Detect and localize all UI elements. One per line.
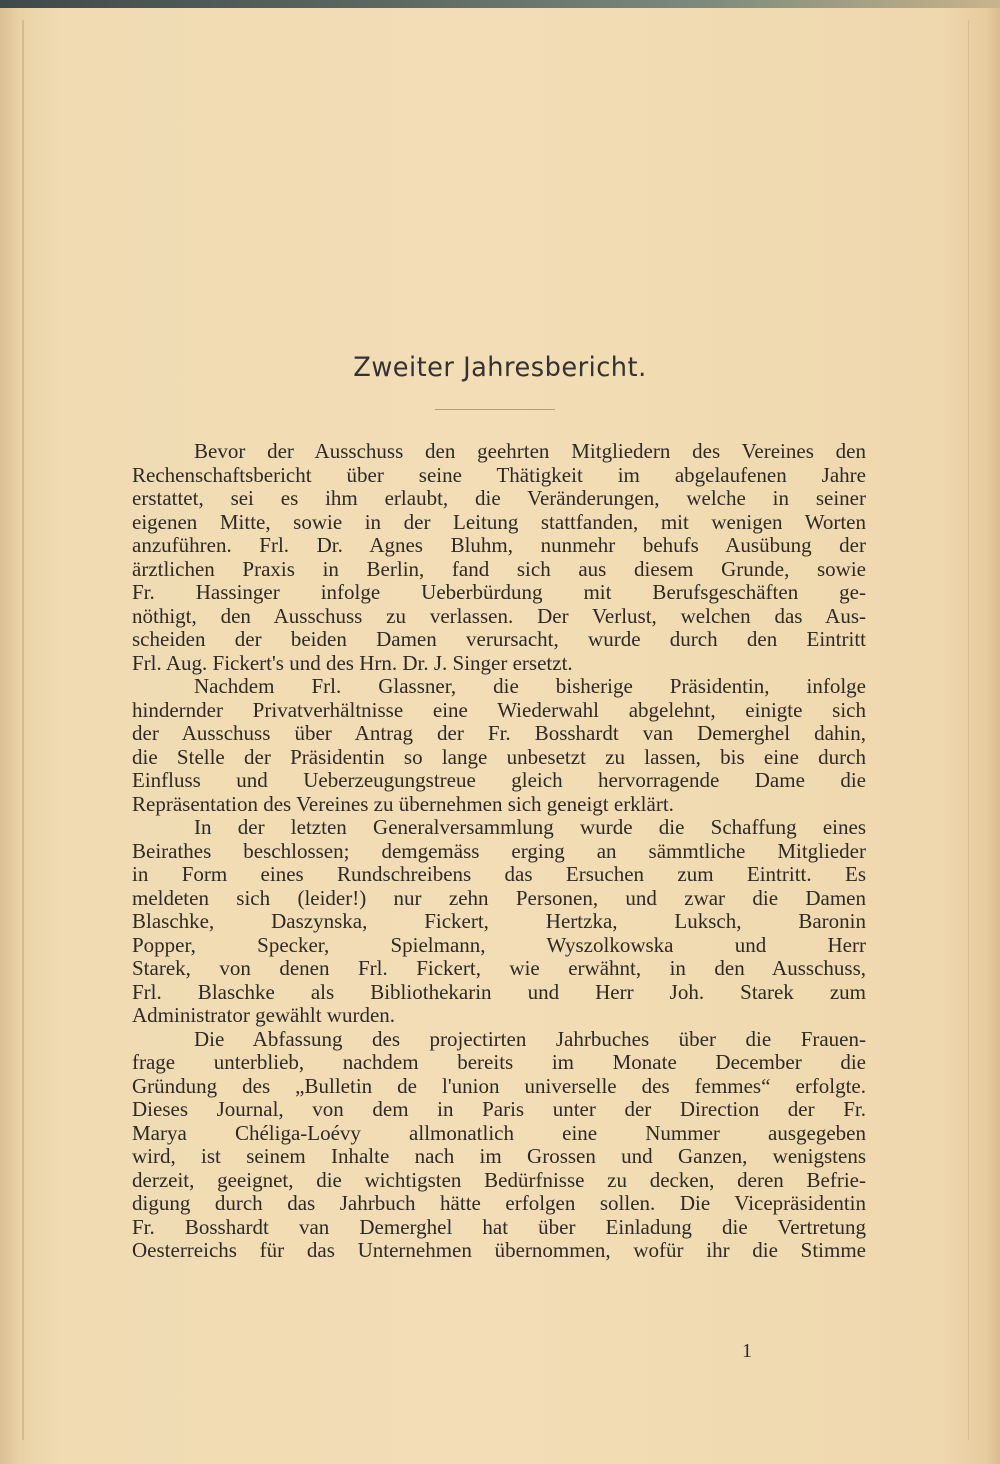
binding-edge	[22, 20, 24, 1440]
text-line: hindernder Privatverhältnisse eine Wiederwahl abgelehnt, einigte sich	[132, 697, 866, 722]
text-line: digung durch das Jahrbuch hätte erfolgen sollen. Die Vicepräsidentin	[132, 1191, 866, 1215]
text-line: Beirathes beschlossen; demgemäss erging an sämmtliche Mitglieder	[132, 838, 866, 863]
text-line: Einfluss und Ueberzeugungstreue gleich hervorragende Dame die	[132, 768, 866, 792]
text-line: Gründung des „Bulletin de l'union universelle des femmes“ erfolgte.	[132, 1073, 866, 1098]
text-line: Popper, Specker, Spielmann, Wyszolkowska und Herr	[132, 932, 866, 957]
text-line: wird, ist seinem Inhalte nach im Grossen und Ganzen, wenigstens	[132, 1144, 866, 1168]
text-line: frage unterblieb, nachdem bereits im Monate December die	[132, 1050, 866, 1074]
text-line: Dieses Journal, von dem in Paris unter der Direction der Fr.	[132, 1097, 866, 1121]
text-line: nöthigt, den Ausschuss zu verlassen. Der Verlust, welchen das Aus-	[132, 603, 866, 628]
body-text	[132, 440, 866, 1263]
text-line: derzeit, geeignet, die wichtigsten Bedürfnisse zu decken, deren Befrie-	[132, 1167, 866, 1192]
text-line: erstattet, sei es ihm erlaubt, die Veränderungen, welche in seiner	[132, 486, 866, 510]
page-number: 1	[742, 1340, 752, 1362]
text-line: Rechenschaftsbericht über seine Thätigkeit im abgelaufenen Jahre	[132, 462, 866, 487]
text-line: meldeten sich (leider!) nur zehn Personen, und zwar die Damen	[132, 885, 866, 910]
scan-top-edge	[0, 0, 1000, 8]
text-line: ärztlichen Praxis in Berlin, fand sich aus diesem Grunde, sowie	[132, 556, 866, 581]
text-line: Oesterreichs für das Unternehmen übernommen, wofür ihr die Stimme	[132, 1238, 866, 1262]
text-line: Frl. Aug. Fickert's und des Hrn. Dr. J. Singer ersetzt.	[132, 650, 573, 675]
text-line: Blaschke, Daszynska, Fickert, Hertzka, Luksch, Baronin	[132, 909, 866, 933]
text-line: die Stelle der Präsidentin so lange unbesetzt zu lassen, bis eine durch	[132, 744, 866, 769]
text-line: Nachdem Frl. Glassner, die bisherige Präsidentin, infolge	[194, 674, 866, 698]
text-line: in Form eines Rundschreibens das Ersuchen zum Eintritt. Es	[132, 862, 866, 886]
text-line: In der letzten Generalversammlung wurde die Schaffung eines	[194, 815, 866, 839]
text-line: eigenen Mitte, sowie in der Leitung stattfanden, mit wenigen Worten	[132, 509, 866, 534]
title-divider	[435, 409, 555, 410]
text-line: anzuführen. Frl. Dr. Agnes Bluhm, nunmehr behufs Ausübung der	[132, 533, 866, 557]
text-line: Bevor der Ausschuss den geehrten Mitgliedern des Vereines den	[194, 439, 866, 463]
text-line: Frl. Blaschke als Bibliothekarin und Herr Joh. Starek zum	[132, 979, 866, 1004]
text-line: Marya Chéliga-Loévy allmonatlich eine Nummer ausgegeben	[132, 1120, 866, 1145]
text-line: Administrator gewählt wurden.	[132, 1003, 396, 1027]
text-line: Die Abfassung des projectirten Jahrbuches über die Frauen-	[194, 1026, 866, 1051]
text-line: scheiden der beiden Damen verursacht, wurde durch den Eintritt	[132, 627, 866, 651]
text-line: Fr. Bosshardt van Demerghel hat über Einladung die Vertretung	[132, 1214, 866, 1239]
text-line: Repräsentation des Vereines zu übernehmen sich geneigt erklärt.	[132, 791, 674, 816]
text-line: Starek, von denen Frl. Fickert, wie erwähnt, in den Ausschuss,	[132, 956, 866, 980]
text-line: der Ausschuss über Antrag der Fr. Bosshardt van Demerghel dahin,	[132, 721, 866, 745]
text-line: Fr. Hassinger infolge Ueberbürdung mit Berufsgeschäften ge-	[132, 580, 866, 604]
page-edge	[968, 20, 969, 1440]
page-title: Zweiter Jahresbericht.	[353, 352, 647, 383]
